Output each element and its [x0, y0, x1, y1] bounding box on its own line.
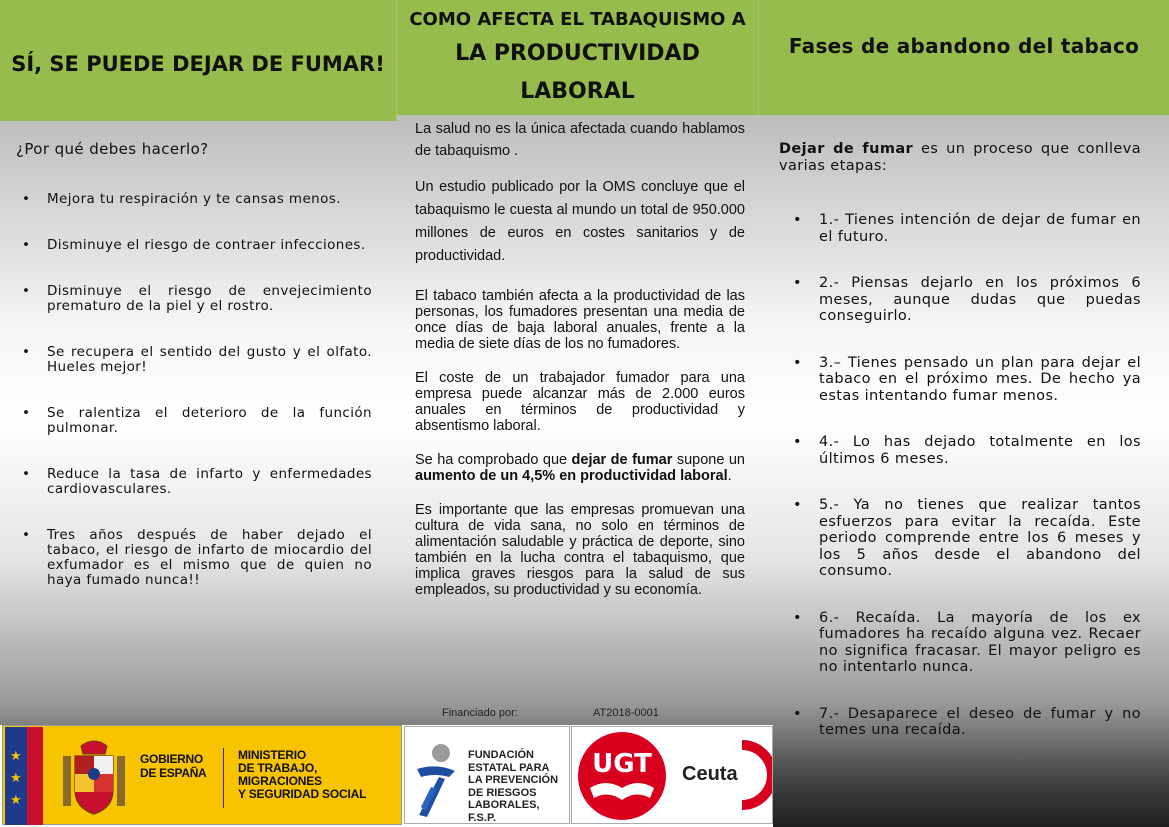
column-benefits: [0, 0, 397, 827]
list-item: • 2.- Piensas dejarlo en los próximos 6 meses, aunque dudas que puedas conseguirlo.: [779, 275, 1141, 325]
benefits-question: ¿Por qué debes hacerlo?: [16, 140, 209, 158]
paragraph: El coste de un trabajador fumador para una empresa puede alcanzar más de 2.000 euros anuales en términos de productividad y absentismo laboral.: [415, 370, 745, 434]
column3-title: Fases de abandono del tabaco: [759, 0, 1169, 115]
gobierno-text: [140, 752, 206, 780]
phases-intro: [779, 141, 1141, 174]
paragraph: Un estudio publicado por la OMS concluye que el tabaquismo le cuesta al mundo un total de 950.000 millones de euros en costes sanitarios y de productividad.: [415, 179, 745, 264]
project-code: AT2018-0001: [593, 707, 659, 719]
fundacion-line: LA PREVENCIÓN: [468, 774, 559, 786]
benefits-list: [16, 192, 372, 588]
column-phases: [759, 0, 1169, 827]
ugt-logo-text: UGT: [592, 749, 652, 779]
text-run: .: [727, 468, 732, 484]
paragraph: Es importante que las empresas promuevan una cultura de vida sana, no solo en términos de alimentación saludable y práctica de deporte, sino también en la lucha contra el tabaquismo, que implica graves riesgos para la salud de sus empleados, su productividad y su economía.: [415, 502, 745, 598]
column2-title-line1: COMO AFECTA EL TABAQUISMO A: [409, 8, 746, 30]
spain-coat-of-arms-icon: [59, 738, 129, 820]
column2-title: [397, 0, 759, 115]
sponsor-logos: [0, 725, 773, 827]
benefits-section: [16, 140, 372, 619]
fundacion-logo: [404, 726, 570, 824]
fundacion-line: DE RIESGOS: [468, 786, 537, 799]
list-item: • Disminuye el riesgo de contraer infecciones.: [16, 238, 372, 253]
paragraph: La salud no es la única afectada cuando hablamos de tabaquismo .: [415, 121, 745, 159]
bold-text: Dejar de fumar: [779, 141, 914, 157]
list-item: • Tres años después de haber dejado el tabaco, el riesgo de infarto de miocardio del exfumador es el mismo que de quien no haya fumado nunca!!: [16, 528, 372, 588]
text-run: Se ha comprobado que: [415, 452, 572, 468]
bold-text: aumento de un 4,5% en productividad laboral: [415, 468, 728, 484]
fundacion-line: LABORALES, F.S.P.: [468, 799, 540, 824]
ministerio-line: Y SEGURIDAD SOCIAL: [238, 787, 367, 801]
list-item: • Se ralentiza el deterioro de la función pulmonar.: [16, 406, 372, 436]
divider: [223, 748, 224, 808]
red-stripe: [27, 727, 43, 825]
column2-title-line3: LABORAL: [520, 78, 635, 104]
phases-list: [779, 212, 1141, 739]
ugt-city: Ceuta: [682, 763, 738, 785]
fundacion-line: FUNDACIÓN: [468, 749, 534, 761]
list-item: • 7.- Desaparece el deseo de fumar y no temes una recaída.: [779, 706, 1141, 739]
bold-text: dejar de fumar: [571, 452, 673, 468]
ministerio-line: DE TRABAJO, MIGRACIONES: [238, 761, 322, 788]
paragraph: El tabaco también afecta a la productividad de las personas, los fumadores presentan una media de once días de baja laboral anuales, frente a la media de siete días de los no fumadores.: [415, 288, 745, 352]
gobierno-logo: [2, 725, 402, 825]
fundacion-text: [468, 749, 569, 824]
list-item: • 4.- Lo has dejado totalmente en los últimos 6 meses.: [779, 434, 1141, 467]
ugt-arc-icon: [732, 735, 773, 815]
text-run: supone un: [672, 452, 745, 468]
list-item: • Reduce la tasa de infarto y enfermedades cardiovasculares.: [16, 467, 372, 497]
list-item: • 5.- Ya no tienes que realizar tantos esfuerzos para evitar la recaída. Este periodo comprende entre los 6 meses y los 5 años desde el abandono del consumo.: [779, 497, 1141, 580]
list-item: • Disminuye el riesgo de envejecimiento prematuro de la piel y el rostro.: [16, 284, 372, 314]
column1-title: SÍ, SE PUEDE DEJAR DE FUMAR!: [0, 0, 397, 121]
list-item: • 3.– Tienes pensado un plan para dejar el tabaco en el próximo mes. De hecho ya estas intentando fumar menos.: [779, 355, 1141, 405]
list-item: • Se recupera el sentido del gusto y el olfato. Hueles mejor!: [16, 345, 372, 375]
fundacion-line: ESTATAL PARA: [468, 761, 550, 774]
text-run: es un proceso que conlleva varias etapas:: [779, 141, 1141, 174]
list-item: • 6.- Recaída. La mayoría de los ex fumadores ha recaído alguna vez. Recaer no significa fracasar. El mayor peligro es no intentarlo nunca.: [779, 610, 1141, 676]
eu-flag-icon: ★ ★ ★: [5, 727, 27, 825]
column2-title-line2: LA PRODUCTIVIDAD: [455, 40, 700, 66]
gobierno-line: GOBIERNO: [140, 752, 203, 766]
column-productivity: [397, 0, 759, 827]
list-item: • Mejora tu respiración y te cansas menos.: [16, 192, 372, 207]
financed-by-label: Financiado por:: [442, 707, 518, 719]
gobierno-line: DE ESPAÑA: [140, 766, 207, 780]
phases-section: [779, 141, 1141, 769]
fundacion-prl-icon: [409, 741, 461, 821]
list-item: • 1.- Tienes intención de dejar de fumar en el futuro.: [779, 212, 1141, 245]
ministerio-text: [238, 749, 401, 801]
paragraph: [415, 452, 745, 484]
ugt-logo: [571, 726, 773, 824]
ugt-handshake-icon: [576, 730, 668, 822]
productivity-text: [415, 118, 745, 616]
ministerio-line: MINISTERIO: [238, 748, 307, 762]
